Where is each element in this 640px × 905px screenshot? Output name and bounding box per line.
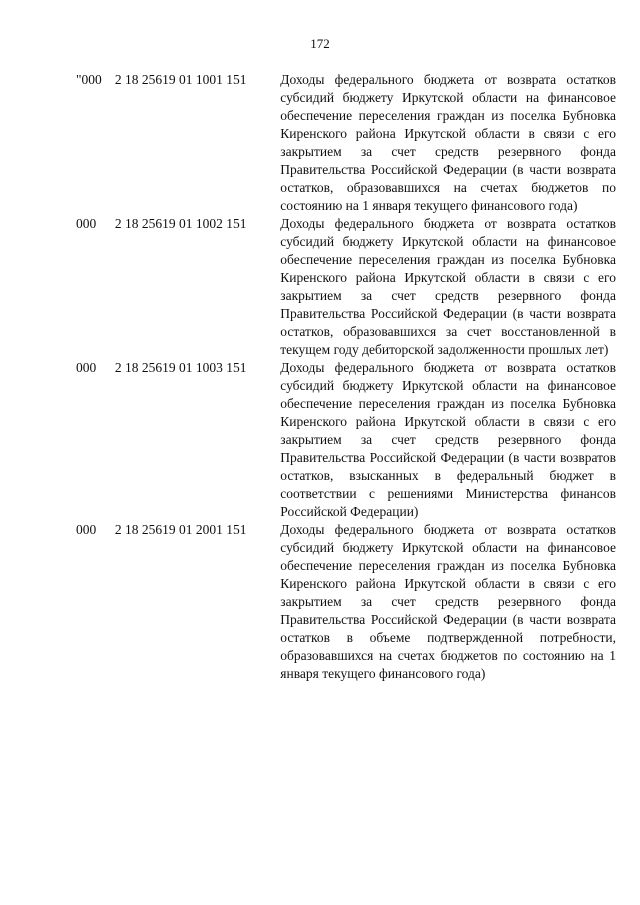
revenue-code: 2 18 25619 01 2001 151 (114, 522, 247, 537)
admin-code: 000 (76, 360, 97, 375)
revenue-code: 2 18 25619 01 1001 151 (114, 72, 247, 87)
table-row (76, 521, 616, 683)
admin-code: 000 (76, 216, 97, 231)
revenue-description: Доходы федерального бюджета от возврата остатков субсидий бюджету Иркутской области на финансовое обеспечение переселения граждан из поселка Бубновка Киренского района Иркутской области в связи с его закрытием за счет средств резервного фонда Правительства Российской Федерации (в части возвратов остатков, взысканных в федеральный бюджет в соответствии с решениями Министерства финансов Российской Федерации) (280, 360, 616, 519)
revenue-code: 2 18 25619 01 1003 151 (114, 360, 247, 375)
table-row (76, 71, 616, 215)
table-row (76, 215, 616, 359)
revenue-description: Доходы федерального бюджета от возврата остатков субсидий бюджету Иркутской области на финансовое обеспечение переселения граждан из поселка Бубновка Киренского района Иркутской области в связи с его закрытием за счет средств резервного фонда Правительства Российской Федерации (в части возврата остатков в объеме подтвержденной потребности, образовавшихся на счетах бюджетов по состоянию на 1 января текущего финансового года) (280, 522, 616, 681)
revenue-code: 2 18 25619 01 1002 151 (114, 216, 247, 231)
page-number: 172 (310, 36, 330, 51)
admin-code: 000 (76, 522, 97, 537)
admin-code: "000 (76, 72, 102, 87)
table-row (76, 359, 616, 521)
revenue-description: Доходы федерального бюджета от возврата остатков субсидий бюджету Иркутской области на финансовое обеспечение переселения граждан из поселка Бубновка Киренского района Иркутской области в связи с его закрытием за счет средств резервного фонда Правительства Российской Федерации (в части возврата остатков, образовавшихся за счет восстановленной в текущем году дебиторской задолженности прошлых лет) (280, 216, 616, 357)
revenue-description: Доходы федерального бюджета от возврата остатков субсидий бюджету Иркутской области на финансовое обеспечение переселения граждан из поселка Бубновка Киренского района Иркутской области в связи с его закрытием за счет средств резервного фонда Правительства Российской Федерации (в части возврата остатков, образовавшихся на счетах бюджетов по состоянию на 1 января текущего финансового года) (280, 72, 616, 213)
budget-code-table (76, 71, 616, 683)
